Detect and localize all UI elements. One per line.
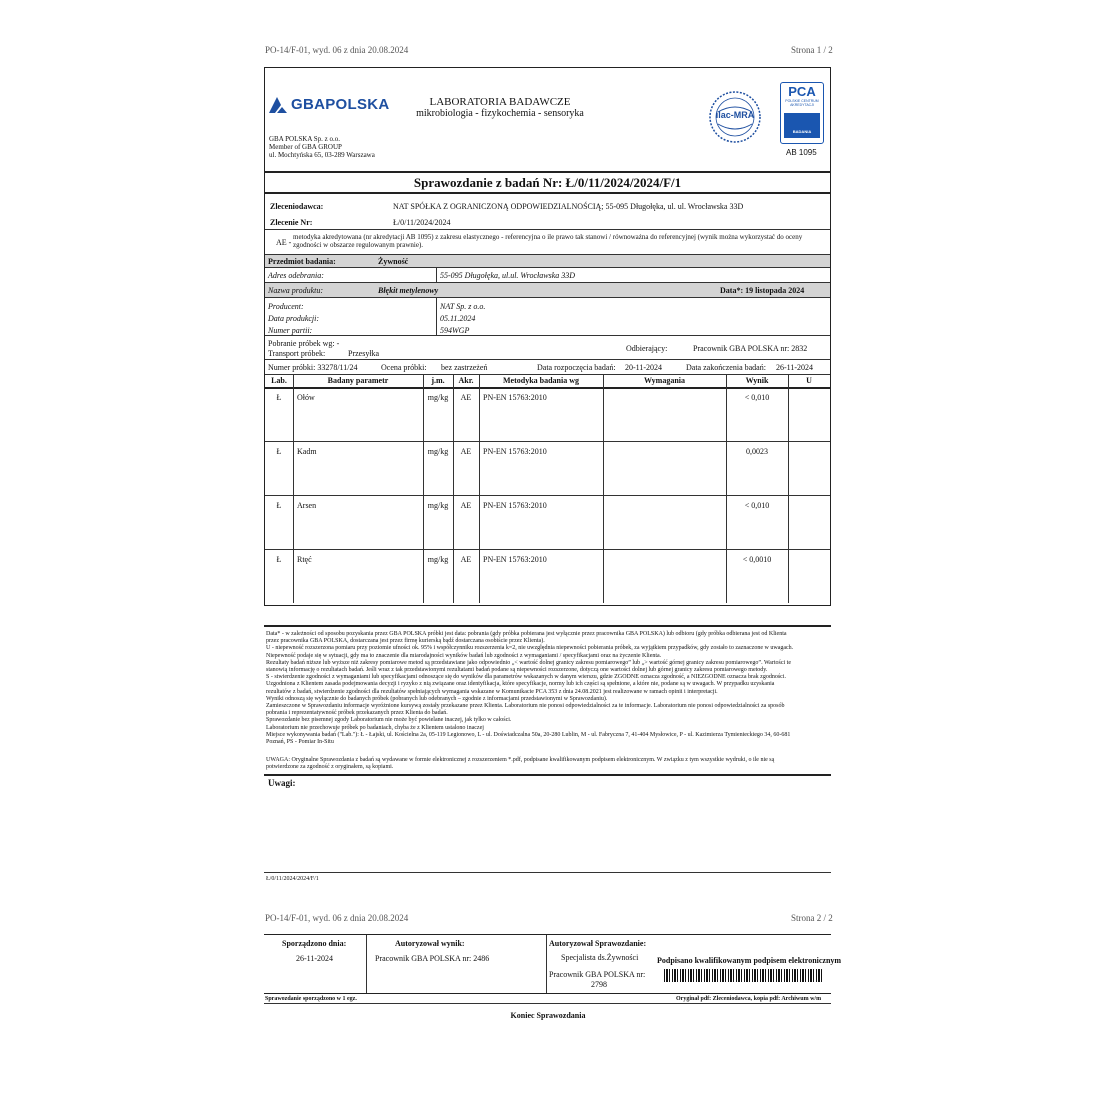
footnote-line: pobrania i reprezentatywność próbek przekazanych przez Klienta do badań. (266, 710, 448, 717)
report-title: Sprawozdanie z badań Nr: Ł/0/11/2024/2024/F/1 (413, 175, 682, 190)
lab-subtitle: mikrobiologia - fizykochemia - sensoryka (416, 108, 584, 119)
producer-value: NAT Sp. z o.o. (440, 302, 486, 311)
table-header-cell: j.m. (431, 376, 445, 385)
subject-row (265, 255, 830, 267)
end-of-report: Koniec Sprawozdania (510, 1011, 586, 1020)
product-value: Błękit metylenowy (378, 286, 439, 295)
form-id: PO-14/F-01, wyd. 06 z dnia 20.08.2024 (265, 45, 409, 55)
uwaga-notice (266, 757, 831, 771)
start-date-value: 20-11-2024 (625, 363, 663, 372)
table-header-cell: Wymagania (643, 376, 686, 385)
company-name: GBA POLSKA Sp. z o.o. (269, 135, 340, 143)
ab-number: AB 1095 (786, 148, 817, 157)
authorized-result-label: Autoryzował wynik: (395, 939, 465, 948)
table-cell-unit: mg/kg (427, 447, 449, 456)
pca-text: PCA (788, 84, 816, 99)
pca-badge (780, 82, 824, 144)
lab-heading (405, 96, 595, 119)
footnote-line: Poznań, PS - Pomiar In-Situ (266, 739, 334, 746)
footnote-line: rezultatów z badań, stwierdzenie zgodności dla rezultatów spełniających wymagania wskazane w Komunikacie PCA 353 z dnia 24.08.2021 jest realizowane w ramach opinii i interpretacji. (266, 688, 718, 695)
table-cell-unit: mg/kg (427, 501, 449, 510)
table-cell-result: < 0,0010 (742, 555, 772, 564)
authorized-report-role: Specjalista ds.Żywności (561, 953, 639, 962)
batch-value: 594WGP (440, 326, 470, 335)
prepared-label: Sporządzono dnia: (282, 939, 347, 948)
table-header-cell: Badany parametr (327, 376, 389, 385)
transport-label: Transport próbek: (268, 349, 326, 358)
copies-right: Oryginał pdf: Zleceniodawca, kopia pdf: Archiwum w/m (676, 996, 822, 1002)
table-cell-result: < 0,010 (744, 501, 770, 510)
table-header-cell: Wynik (745, 376, 769, 385)
table-cell-lab: Ł (276, 555, 282, 564)
table-cell-result: < 0,010 (744, 393, 770, 402)
table-cell-method: PN-EN 15763:2010 (483, 447, 547, 456)
sample-date: Data*: 19 listopada 2024 (720, 286, 805, 295)
table-cell-unit: mg/kg (427, 393, 449, 402)
prod-date-value: 05.11.2024 (440, 314, 476, 323)
authorized-report-worker: Pracownik GBA POLSKA nr: (549, 970, 646, 979)
ilac-mra-seal (708, 90, 762, 144)
table-cell-akr: AE (460, 393, 472, 402)
transport-value: Przesyłka (348, 349, 380, 358)
end-date-label: Data zakończenia badań: (686, 363, 766, 372)
company-address: ul. Mochtyńska 65, 03-289 Warszawa (269, 151, 375, 159)
authorized-report-number: 2798 (591, 980, 607, 989)
table-header-cell: U (806, 376, 812, 385)
sample-number: Numer próbki: 33278/11/24 (268, 363, 358, 372)
signature-block (264, 934, 842, 994)
footnote-line: S - stwierdzenie zgodności z wymaganiami lub specyfikacjami odnoszące się do wyników dla parametrów wskazanych w danym wierszu, gdzie ZGODNE oznacza zgodność, a NIEZGODNE oznacza brak zgodności. (266, 674, 786, 681)
table-header-cell: Akr. (458, 376, 474, 385)
table-cell-param: Arsen (297, 501, 317, 510)
table-cell-result: 0,0023 (746, 447, 768, 456)
subject-value: Żywność (378, 257, 409, 266)
table-cell-unit: mg/kg (427, 555, 449, 564)
pobranie: Pobranie próbek wg: - (268, 339, 340, 348)
start-date-label: Data rozpoczęcia badań: (537, 363, 616, 372)
table-cell-akr: AE (460, 555, 472, 564)
gba-logo-icon (269, 97, 289, 113)
table-header-cell: Metodyka badania wg (502, 376, 579, 385)
end-date-value: 26-11-2024 (776, 363, 814, 372)
table-cell-param: Ołów (297, 393, 315, 402)
report-frame (264, 67, 831, 606)
footnote-line: Zamieszczone w Sprawozdaniu informacje wyróżnione kursywą zostały przekazane przez Klienta. Laboratorium nie ponosi odpowiedzialności za te informacje. Laboratorium nie ponosi odpowiedzialności za sposób (266, 703, 785, 710)
uwagi-label: Uwagi: (268, 778, 296, 788)
batch-label: Numer partii: (268, 326, 313, 335)
pca-badania: BADANIA (792, 129, 812, 134)
ae-note-text: metodyka akredytowana (nr akredytacji AB 1095) z zakresu elastycznego - referencyjna o ile prawo tak stanowi / równoważna do referencyjnej (wynik można wykorzystać do oceny zgodności w obszarze regulowanym prawnie). (293, 233, 803, 249)
lab-title: LABORATORIA BADAWCZE (429, 96, 571, 108)
table-cell-method: PN-EN 15763:2010 (483, 393, 547, 402)
footnote-line: Wyniki odnoszą się wyłącznie do badanych próbek (pobranych lub odebranych – zgodnie z informacjami przedstawionymi w Sprawozdaniu). (266, 695, 608, 702)
prod-date-label: Data produkcji: (268, 314, 320, 323)
footnote-line: Niepewność podaje się w sytuacji, gdy ma to znaczenie dla miarodajności wyników badań lub zgodności z wymaganiami / specyfikacjami oraz na życzenie Klienta. (266, 652, 662, 659)
footnote-line: stanowią informację o rezultatach badań. Jeśli wraz z tak przedstawionymi rezultatami badań podane są niepewności rozszerzone, dotyczą one wartości dolnej lub górnej granicy zakresu pomiarowego metody. (266, 667, 768, 674)
ocena-label: Ocena próbki: (381, 363, 427, 372)
page-number: Strona 1 / 2 (791, 45, 833, 55)
product-label: Nazwa produktu: (268, 286, 324, 295)
footnote-line: Sprawozdanie bez pisemnej zgody Laboratorium nie może być powielane inaczej, jak tylko w całości. (266, 717, 512, 724)
authorized-report-label: Autoryzował Sprawozdanie: (549, 939, 647, 948)
footnote-line: przez pracownika GBA POLSKA, dostarczana jest przez firmę kurierską bądź dostarczana osobiście przez Klienta). (266, 638, 545, 645)
table-cell-method: PN-EN 15763:2010 (483, 555, 547, 564)
signed-note: Podpisano kwalifikowanym podpisem elektronicznym (657, 956, 842, 965)
footnote-line: Laboratorium nie przechowuje próbek po badaniach, chyba że z Klientem ustalono inaczej (266, 724, 484, 731)
pca-subtitle: POLSKIE CENTRUM AKREDYTACJI (785, 99, 819, 107)
table-cell-param: Rtęć (297, 555, 312, 564)
company-member: Member of GBA GROUP (269, 143, 342, 151)
table-cell-method: PN-EN 15763:2010 (483, 501, 547, 510)
odbierajacy-value: Pracownik GBA POLSKA nr: 2832 (693, 344, 808, 353)
footnote-line: Rezultaty badań niższe lub wyższe niż zakresy pomiarowe metod są przedstawiane jako odpowiednio „< wartość dolnej granicy zakresu pomiarowego” lub „> wartość górnej granicy zakresu pomiarowego”. Wartości te (266, 659, 791, 666)
table-cell-lab: Ł (276, 393, 282, 402)
producer-label: Producent: (268, 302, 304, 311)
barcode (664, 969, 824, 982)
table-cell-lab: Ł (276, 447, 282, 456)
page-number-2: Strona 2 / 2 (791, 913, 833, 923)
uwaga-line: potwierdzone za zgodność z oryginałem, są kopiami. (266, 764, 394, 771)
footnote-line: Data* - w zależności od sposobu pozyskania przez GBA POLSKA próbki jest data: pobrania (gdy próbka pobierana jest wyłącznie przez pracownika GBA POLSKA) lub odbioru (gdy próbka odbierana jest od Klienta (266, 631, 787, 637)
address-label: Adres odebrania: (268, 271, 324, 280)
footnote-line: Uzgodniona z Klientem zasada podejmowania decyzji i ryzyko z nią związane oraz identyfikacja, które specyfikacje, normy lub ich części są spełnione, a które nie, podane są w uwagach. W przypadku uzyskania (266, 681, 775, 688)
company-info (269, 135, 375, 159)
table-cell-param: Kadm (297, 447, 317, 456)
report-ref: Ł/0/11/2024/2024/F/1 (266, 876, 319, 882)
authorized-result-value: Pracownik GBA POLSKA nr: 2486 (375, 954, 490, 963)
form-id-page2: PO-14/F-01, wyd. 06 z dnia 20.08.2024 (265, 913, 409, 923)
zlecenie-value: Ł/0/11/2024/2024 (393, 218, 451, 227)
table-cell-lab: Ł (276, 501, 282, 510)
table-cell-akr: AE (460, 447, 472, 456)
logo-text: GBAPOLSKA (291, 96, 390, 113)
zleceniodawca-value: NAT SPÓŁKA Z OGRANICZONĄ ODPOWIEDZIALNOŚCIĄ; 55-095 Długołęka, ul. ul. Wrocławska 33D (393, 202, 744, 211)
copies-left: Sprawozdanie sporządzono w 1 egz. (265, 996, 357, 1002)
pca-blue-block (784, 113, 820, 138)
prepared-value: 26-11-2024 (296, 954, 334, 963)
address-value: 55-095 Długołęka, ul.ul. Wrocławska 33D (440, 271, 576, 280)
ilac-text: ilac-MRA (715, 110, 755, 120)
uwaga-line: UWAGA: Oryginalne Sprawozdania z badań są wydawane w formie elektronicznej z rozszerzeniem *.pdf, podpisane kwalifikowanym podpisem elektronicznym. W związku z tym wszystkie wydruki, o ile nie są (266, 757, 775, 763)
footnotes (266, 631, 831, 746)
subject-label: Przedmiot badania: (268, 257, 336, 266)
zlecenie-label: Zlecenie Nr: (270, 218, 313, 227)
table-header-cell: Lab. (271, 376, 287, 385)
ae-code: AE - (276, 238, 292, 247)
zleceniodawca-label: Zleceniodawca: (270, 202, 324, 211)
footnote-line: U - niepewność rozszerzona pomiaru przy poziomie ufności ok. 95% i współczynniku rozszerzenia k=2, nie uwzględnia niepewności pobierania próbek, za wyjątkiem przypadków, gdy zostało to zaznaczone w uwagach. (266, 645, 794, 652)
odbierajacy-label: Odbierający: (626, 344, 668, 353)
ocena-value: bez zastrzeżeń (441, 363, 488, 372)
footnote-line: Miejsce wykonywania badań ("Lab."): Ł - Łajski, ul. Kościelna 2a, 05-119 Legionowo, L - ul. Doświadczalna 50a, 20-280 Lublin, M - ul. Fabryczna 7, 41-404 Mysłowice, P - ul. Kazimierza Tymienieckiego 34, 60-681 (266, 731, 791, 738)
table-cell-akr: AE (460, 501, 472, 510)
